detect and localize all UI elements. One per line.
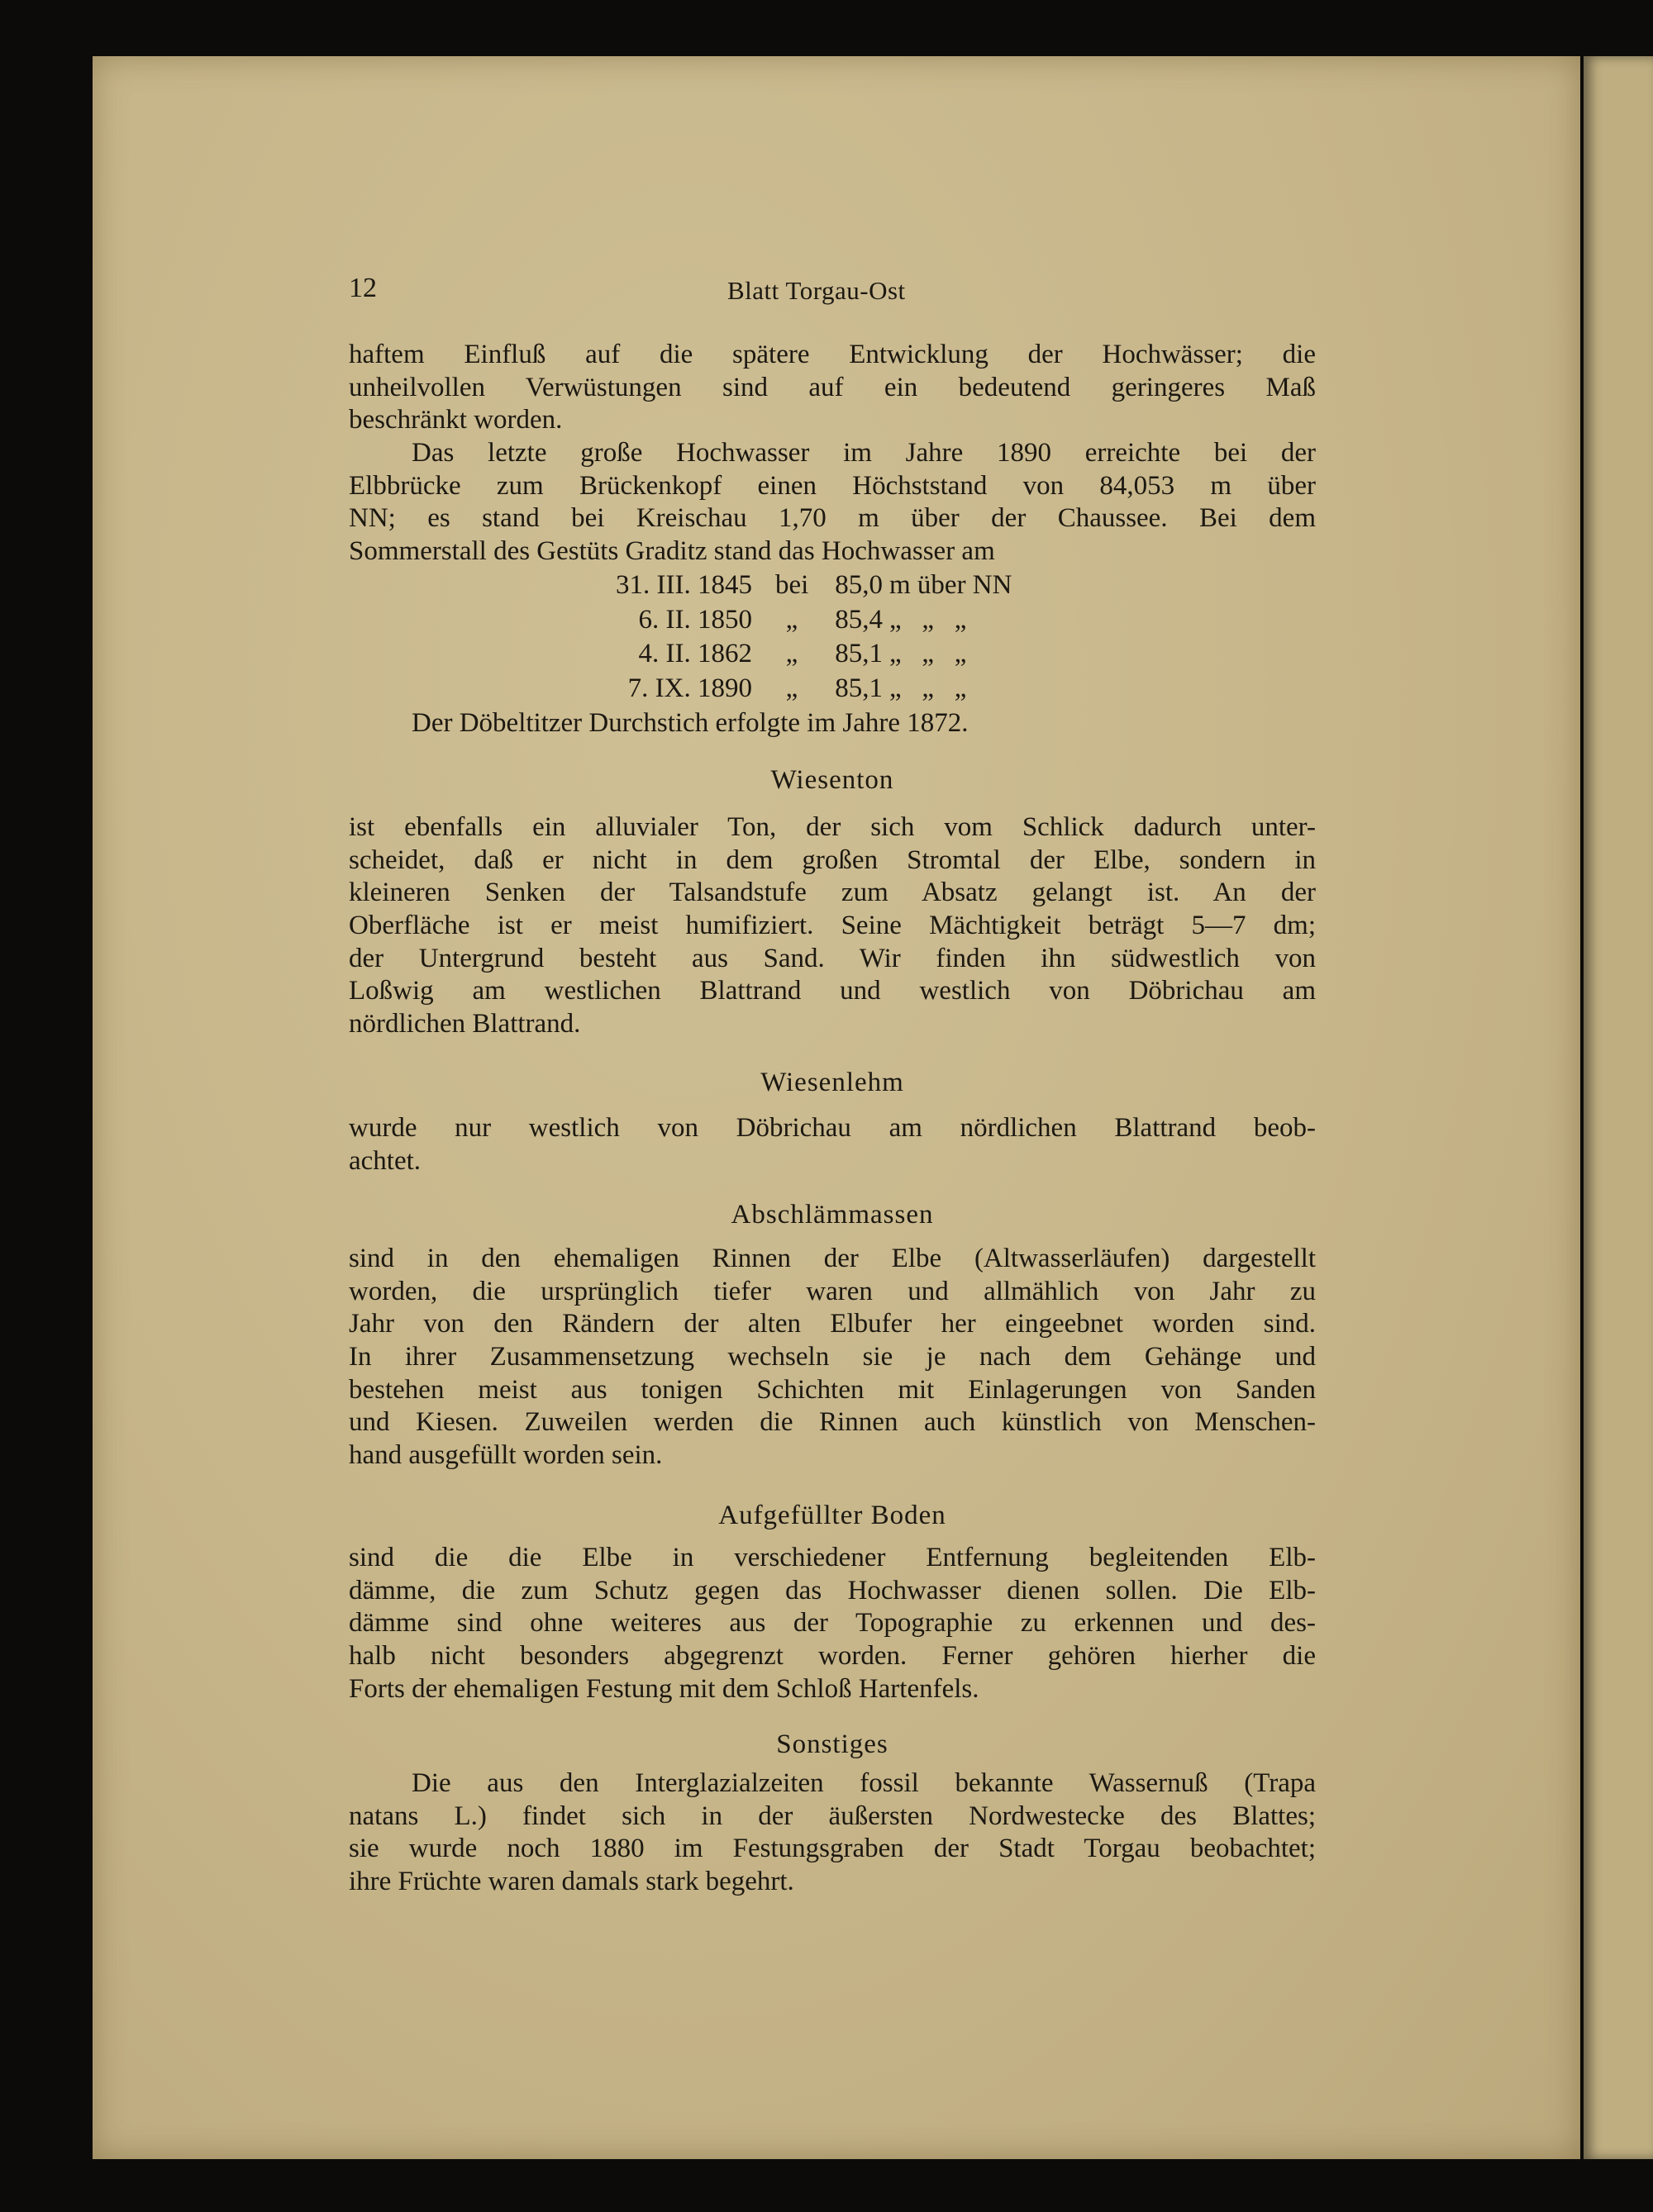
text-line: sind die die Elbe in verschiedener Entfernung begleitenden Elb- xyxy=(349,1543,1316,1572)
text-line: Loßwig am westlichen Blattrand und westlich von Döbrichau am xyxy=(349,976,1316,1006)
date-cell: 6. II. 1850 xyxy=(638,604,752,635)
text-line: ist ebenfalls ein alluvialer Ton, der sich vom Schlick dadurch unter- xyxy=(349,812,1316,842)
text-line: haftem Einfluß auf die spätere Entwicklung der Hochwässer; die xyxy=(349,340,1316,369)
text-line: sie wurde noch 1880 im Festungsgraben der Stadt Torgau beobachtet; xyxy=(349,1834,1316,1864)
text-line: halb nicht besonders abgegrenzt worden. Ferner gehören hierher die xyxy=(349,1641,1316,1672)
section-heading-sonstiges: Sonstiges xyxy=(776,1729,888,1759)
prep-cell: bei xyxy=(775,570,809,600)
text-line: Das letzte große Hochwasser im Jahre 1890 erreichte bei der xyxy=(412,438,1316,469)
text-line: nördlichen Blattrand. xyxy=(349,1009,581,1039)
adjacent-page-edge xyxy=(1584,56,1653,2159)
section-body-aufgefuellter-boden xyxy=(349,1542,1316,1705)
text-line: der Untergrund besteht aus Sand. Wir finden ihn südwestlich von xyxy=(349,943,1316,973)
text-line: dämme sind ohne weiteres aus der Topographie zu erkennen und des- xyxy=(349,1608,1316,1639)
value-cell: 85,1 xyxy=(835,639,883,668)
date-cell: 4. II. 1862 xyxy=(638,639,752,668)
unit-cell: m über NN xyxy=(889,570,1012,600)
text-line: Sommerstall des Gestüts Graditz stand das Hochwasser am xyxy=(349,536,995,567)
text-line: unheilvollen Verwüstungen sind auf ein bedeutend geringeres Maß xyxy=(349,372,1316,402)
text-line: bestehen meist aus tonigen Schichten mit Einlagerungen von Sanden xyxy=(349,1374,1316,1405)
unit-cell: „ „ „ xyxy=(889,604,967,635)
durchstich-paragraph xyxy=(349,707,1316,740)
value-cell: 85,0 xyxy=(835,570,883,600)
text-line: worden, die ursprünglich tiefer waren und allmählich von Jahr zu xyxy=(349,1276,1316,1306)
page-number: 12 xyxy=(349,273,377,303)
unit-cell: „ „ „ xyxy=(889,673,967,703)
flood-level-table xyxy=(562,568,1046,706)
table-row xyxy=(562,637,1046,672)
date-cell: 7. IX. 1890 xyxy=(627,673,752,703)
date-cell: 31. III. 1845 xyxy=(616,570,752,600)
prep-cell: „ xyxy=(785,639,798,668)
text-line: beschränkt worden. xyxy=(349,405,563,435)
section-heading-aufgefuellter-boden: Aufgefüllter Boden xyxy=(718,1501,946,1530)
value-cell: 85,4 xyxy=(835,604,883,635)
text-line: scheidet, daß er nicht in dem großen Stromtal der Elbe, sondern in xyxy=(349,844,1316,875)
section-heading-abschlaemmassen: Abschlämmassen xyxy=(731,1200,934,1230)
text-line: wurde nur westlich von Döbrichau am nördlichen Blattrand beob- xyxy=(349,1113,1316,1143)
text-line: Der Döbeltitzer Durchstich erfolgte im Jahre 1872. xyxy=(412,708,969,738)
running-title: Blatt Torgau-Ost xyxy=(727,276,906,305)
section-heading-wiesenton: Wiesenton xyxy=(770,765,894,795)
table-row xyxy=(562,568,1046,603)
value-cell: 85,1 xyxy=(835,673,883,703)
text-line: dämme, die zum Schutz gegen das Hochwasser dienen sollen. Die Elb- xyxy=(349,1575,1316,1605)
text-line: Die aus den Interglazialzeiten fossil bekannte Wassernuß (Trapa xyxy=(412,1768,1316,1798)
text-line: Oberfläche ist er meist humifiziert. Seine Mächtigkeit beträgt 5—7 dm; xyxy=(349,911,1316,941)
section-body-abschlaemmassen xyxy=(349,1243,1316,1472)
section-heading-wiesenlehm: Wiesenlehm xyxy=(760,1068,904,1097)
prep-cell: „ xyxy=(785,604,798,635)
text-line: NN; es stand bei Kreischau 1,70 m über der Chaussee. Bei dem xyxy=(349,503,1316,534)
text-line: Jahr von den Rändern der alten Elbufer her eingeebnet worden sind. xyxy=(349,1309,1316,1339)
unit-cell: „ „ „ xyxy=(889,639,967,668)
text-line: natans L.) findet sich in der äußersten Nordwestecke des Blattes; xyxy=(349,1801,1316,1831)
text-line: ihre Früchte waren damals stark begehrt. xyxy=(349,1867,794,1897)
intro-paragraph xyxy=(349,339,1316,568)
table-row xyxy=(562,603,1046,638)
text-line: und Kiesen. Zuweilen werden die Rinnen auch künstlich von Menschen- xyxy=(349,1407,1316,1438)
text-line: hand ausgefüllt worden sein. xyxy=(349,1440,663,1471)
text-line: sind in den ehemaligen Rinnen der Elbe (Altwasserläufen) dargestellt xyxy=(349,1244,1316,1273)
table-row xyxy=(562,672,1046,706)
text-line: kleineren Senken der Talsandstufe zum Absatz gelangt ist. An der xyxy=(349,878,1316,908)
section-body-sonstiges xyxy=(349,1767,1316,1899)
section-body-wiesenlehm xyxy=(349,1112,1316,1177)
text-line: Elbbrücke zum Brückenkopf einen Höchststand von 84,053 m über xyxy=(349,470,1316,501)
text-line: In ihrer Zusammensetzung wechseln sie je nach dem Gehänge und xyxy=(349,1342,1316,1372)
section-body-wiesenton xyxy=(349,811,1316,1041)
text-line: achtet. xyxy=(349,1145,422,1176)
text-line: Forts der ehemaligen Festung mit dem Schloß Hartenfels. xyxy=(349,1673,979,1704)
prep-cell: „ xyxy=(785,673,798,703)
